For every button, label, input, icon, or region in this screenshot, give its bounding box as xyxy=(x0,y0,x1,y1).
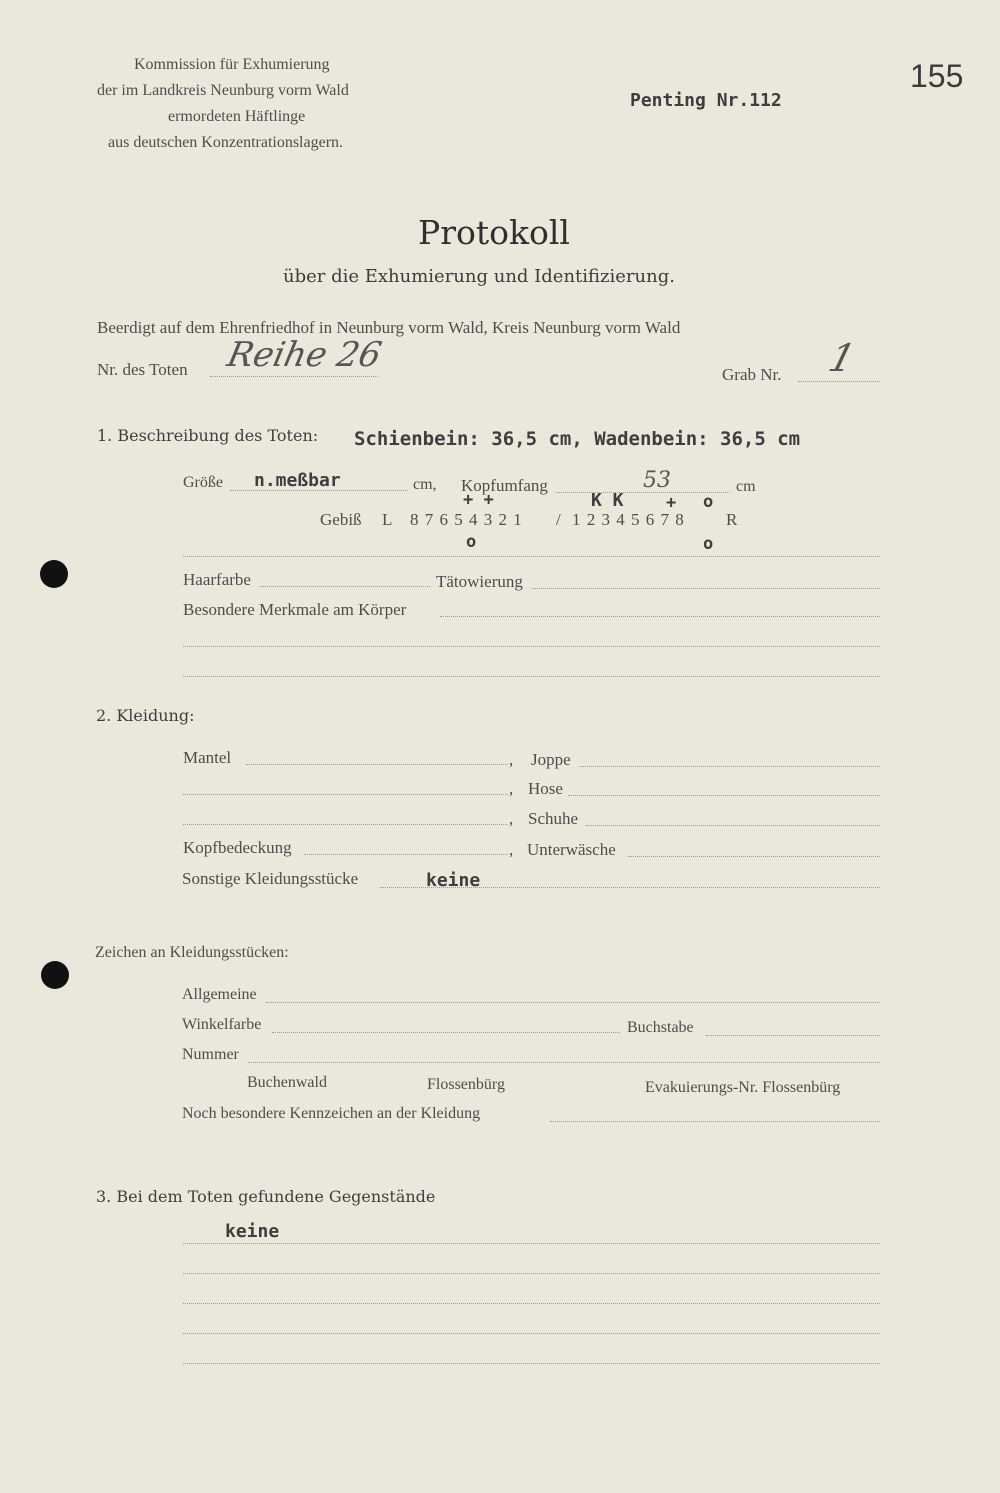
teeth-right-numbers: 1 2 3 4 5 6 7 8 xyxy=(572,510,685,529)
kopfbedeckung-label: Kopfbedeckung xyxy=(183,838,292,857)
sonstige-label: Sonstige Kleidungsstücke xyxy=(182,869,359,888)
teeth-separator: / xyxy=(556,510,561,529)
winkelfarbe-line xyxy=(272,1032,620,1033)
section3-line-1 xyxy=(183,1243,880,1244)
grave-line xyxy=(798,381,880,382)
kopfumfang-value: 53 xyxy=(643,468,671,493)
teeth-marks-top-right-plus: + xyxy=(666,493,677,513)
nummer-line xyxy=(248,1062,880,1063)
header-line-1: Kommission für Exhumierung xyxy=(134,56,330,73)
page-title: Protokoll xyxy=(418,213,570,252)
noch-line xyxy=(550,1121,880,1122)
evakuierung-label: Evakuierungs-Nr. Flossenbürg xyxy=(645,1079,841,1096)
taetowierung-label: Tätowierung xyxy=(436,572,523,591)
merkmale-line-3 xyxy=(183,676,880,677)
gebiss-label: Gebiß xyxy=(320,510,362,529)
mantel-label: Mantel xyxy=(183,748,232,767)
joppe-line xyxy=(580,766,880,767)
teeth-marks-top-left: + + xyxy=(463,490,494,510)
teeth-left-numbers: 8 7 6 5 4 3 2 1 xyxy=(410,510,523,529)
section3-label: 3. Bei dem Toten gefundene Gegenstände xyxy=(96,1187,436,1206)
buchstabe-line xyxy=(706,1035,880,1036)
teeth-marks-top-right-o: o xyxy=(703,492,714,512)
comma-unterwaesche: , xyxy=(509,840,514,859)
taetowierung-line xyxy=(532,588,880,589)
section3-line-5 xyxy=(183,1363,880,1364)
sonstige-value: keine xyxy=(426,870,481,891)
comma-schuhe: , xyxy=(509,809,514,828)
teeth-marks-bottom-right: o xyxy=(703,534,714,554)
cm-label-2: cm xyxy=(736,478,756,495)
punch-hole-bottom xyxy=(41,961,69,989)
typed-reference: Penting Nr.112 xyxy=(630,90,782,111)
section3-line-2 xyxy=(183,1273,880,1274)
merkmale-label: Besondere Merkmale am Körper xyxy=(183,600,407,619)
zeichen-label: Zeichen an Kleidungsstücken: xyxy=(95,944,289,961)
teeth-underline xyxy=(183,556,880,557)
page-number: 155 xyxy=(910,58,964,94)
teeth-marks-bottom-left: o xyxy=(466,532,477,552)
section1-label: 1. Beschreibung des Toten: xyxy=(97,426,319,445)
comma-hose: , xyxy=(509,779,514,798)
header-line-2: der im Landkreis Neunburg vorm Wald xyxy=(97,82,349,99)
teeth-right-label: R xyxy=(726,510,738,529)
section1-typed-measurements: Schienbein: 36,5 cm, Wadenbein: 36,5 cm xyxy=(354,428,801,450)
merkmale-line xyxy=(440,616,880,617)
schuhe-label: Schuhe xyxy=(528,809,579,828)
groesse-value: n.meßbar xyxy=(254,470,341,491)
kopfumfang-label: Kopfumfang xyxy=(461,476,548,495)
unterwaesche-line xyxy=(628,856,880,857)
mantel-line xyxy=(246,764,508,765)
mantel-line-3 xyxy=(183,824,508,825)
grave-label: Grab Nr. xyxy=(722,365,782,384)
burial-line: Beerdigt auf dem Ehrenfriedhof in Neunburg vorm Wald, Kreis Neunburg vorm Wald xyxy=(97,318,681,337)
noch-label: Noch besondere Kennzeichen an der Kleidung xyxy=(182,1105,481,1122)
hose-label: Hose xyxy=(528,779,563,798)
kopfbedeckung-line xyxy=(304,854,508,855)
unterwaesche-label: Unterwäsche xyxy=(527,840,616,859)
dead-number-label: Nr. des Toten xyxy=(97,360,188,379)
section3-line-3 xyxy=(183,1303,880,1304)
grave-value: 1 xyxy=(824,336,861,380)
teeth-marks-top-right-k: K K xyxy=(591,490,624,511)
nummer-label: Nummer xyxy=(182,1046,239,1063)
flossenbuerg-label: Flossenbürg xyxy=(427,1076,505,1093)
page-subtitle: über die Exhumierung und Identifizierung. xyxy=(283,266,675,287)
schuhe-line xyxy=(586,825,880,826)
allgemeine-label: Allgemeine xyxy=(182,986,257,1003)
teeth-left-label: L xyxy=(382,510,393,529)
merkmale-line-2 xyxy=(183,646,880,647)
allgemeine-line xyxy=(266,1002,880,1003)
winkelfarbe-label: Winkelfarbe xyxy=(182,1016,262,1033)
cm-label-1: cm, xyxy=(413,476,437,493)
dead-number-value: Reihe 26 xyxy=(223,335,385,375)
haarfarbe-line xyxy=(260,586,430,587)
punch-hole-top xyxy=(40,560,68,588)
section2-label: 2. Kleidung: xyxy=(96,706,195,725)
hose-line xyxy=(568,795,880,796)
section3-line-4 xyxy=(183,1333,880,1334)
groesse-label: Größe xyxy=(183,474,223,491)
dead-number-line xyxy=(210,376,378,377)
header-line-4: aus deutschen Konzentrationslagern. xyxy=(108,134,344,151)
header-line-3: ermordeten Häftlinge xyxy=(168,108,306,125)
mantel-line-2 xyxy=(183,794,508,795)
buchenwald-label: Buchenwald xyxy=(247,1074,327,1091)
buchstabe-label: Buchstabe xyxy=(627,1019,694,1036)
joppe-label: Joppe xyxy=(531,750,571,769)
comma-joppe: , xyxy=(509,750,514,769)
haarfarbe-label: Haarfarbe xyxy=(183,570,251,589)
section3-value: keine xyxy=(225,1221,280,1242)
